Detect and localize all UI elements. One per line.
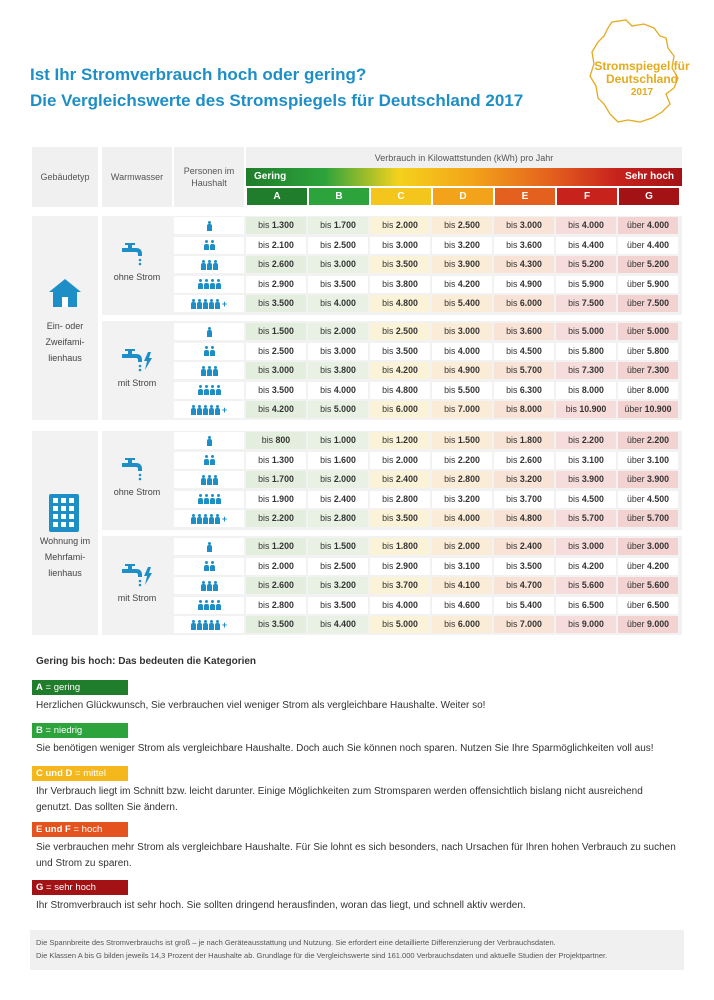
value-cell-a: bis 4.200 [246,401,306,418]
category-description: Sie benötigen weniger Strom als vergleichbare Haushalte. Doch auch Sie können noch sparen. Nutzen Sie Ihre Sparmöglichkeiten voll aus! [36,743,654,754]
value-cell-e: bis 3.200 [494,471,554,488]
faucet-lightning-icon [116,563,156,592]
value-cell-c: bis 2.000 [370,217,430,234]
class-header-d: D [433,188,493,205]
value-cell-f: bis 3.000 [556,538,616,555]
persons-icon [174,343,244,360]
value-cell-g: über 4.400 [618,237,678,254]
value-cell-f: bis 5.800 [556,343,616,360]
value-cell-f: bis 4.000 [556,217,616,234]
footnote-line-1: Die Spannbreite des Stromverbrauchs ist groß – je nach Geräteausstattung und Nutzung. Sie erfordert eine detaillierte Differenzierung der Verbrauchsdaten. [36,938,556,947]
category-description: Ihr Verbrauch liegt im Schnitt bzw. leicht darunter. Einige Möglichkeiten zum Stromsparen werden offensichtlich bislang nicht ausreichend genutzt. Das sollten Sie ändern. [36,786,643,813]
header-warmwasser-cell [102,147,172,207]
value-cell-c: bis 1.200 [370,432,430,449]
value-cell-b: bis 2.000 [308,323,368,340]
value-cell-d: bis 4.600 [432,597,492,614]
value-cell-g: über 5.600 [618,577,678,594]
value-cell-g: über 10.900 [618,401,678,418]
scale-label-gering: Gering [254,171,287,182]
value-cell-b: bis 2.500 [308,558,368,575]
value-cell-a: bis 2.100 [246,237,306,254]
legend-title: Gering bis hoch: Das bedeuten die Kategorien [36,656,257,667]
value-cell-g: über 5.000 [618,323,678,340]
value-cell-g: über 8.000 [618,382,678,399]
footnote-line-2: Die Klassen A bis G bilden jeweils 14,3 Prozent der Haushalte ab. Grundlage für die Vergleichswerte sind 161.000 Verbrauchsdaten und aktuelle Studien der Projektpartner. [36,951,608,960]
value-cell-g: über 5.800 [618,343,678,360]
persons-icon [174,276,244,293]
value-cell-a: bis 2.000 [246,558,306,575]
value-cell-b: bis 1.700 [308,217,368,234]
value-cell-b: bis 4.400 [308,616,368,633]
value-cell-d: bis 3.000 [432,323,492,340]
footnote [30,930,684,970]
value-cell-c: bis 3.500 [370,256,430,273]
value-cell-e: bis 3.700 [494,491,554,508]
value-cell-b: bis 4.000 [308,382,368,399]
value-cell-e: bis 8.000 [494,401,554,418]
value-cell-d: bis 2.000 [432,538,492,555]
apartment-building-icon [48,493,80,536]
warmwasser-label: ohne Strom [113,487,161,497]
value-cell-a: bis 2.900 [246,276,306,293]
value-cell-g: über 6.500 [618,597,678,614]
persons-icon: + [174,510,244,527]
persons-icon [174,558,244,575]
value-cell-e: bis 5.400 [494,597,554,614]
value-cell-e: bis 2.400 [494,538,554,555]
warmwasser-label: mit Strom [117,378,157,388]
value-cell-g: über 4.500 [618,491,678,508]
value-cell-e: bis 2.600 [494,452,554,469]
value-cell-d: bis 3.900 [432,256,492,273]
value-cell-g: über 3.100 [618,452,678,469]
value-cell-c: bis 1.800 [370,538,430,555]
value-cell-e: bis 4.900 [494,276,554,293]
class-header-g: G [619,188,679,205]
warmwasser-label: mit Strom [117,593,157,603]
persons-icon [174,382,244,399]
faucet-lightning-icon [116,348,156,377]
value-cell-f: bis 3.900 [556,471,616,488]
value-cell-f: bis 3.100 [556,452,616,469]
class-header-b: B [309,188,369,205]
value-cell-e: bis 5.700 [494,362,554,379]
category-description: Ihr Stromverbrauch ist sehr hoch. Sie sollten dringend herausfinden, woran das liegt, und schnell aktiv werden. [36,900,526,911]
scale-label-sehr-hoch: Sehr hoch [625,171,674,182]
value-cell-f: bis 4.400 [556,237,616,254]
building-type-label-line: Ein- oder [46,321,84,331]
value-cell-a: bis 2.200 [246,510,306,527]
value-cell-a: bis 1.300 [246,452,306,469]
value-cell-f: bis 4.200 [556,558,616,575]
value-cell-c: bis 4.200 [370,362,430,379]
logo-line-3: 2017 [630,87,654,98]
value-cell-d: bis 5.500 [432,382,492,399]
category-description: Herzlichen Glückwunsch, Sie verbrauchen viel weniger Strom als vergleichbare Haushalte. Weiter so! [36,700,486,711]
persons-icon: + [174,616,244,633]
value-cell-b: bis 1.500 [308,538,368,555]
logo-line-2: Deutschland [605,72,678,86]
value-cell-b: bis 2.400 [308,491,368,508]
value-cell-b: bis 1.600 [308,452,368,469]
value-cell-b: bis 3.500 [308,276,368,293]
class-header-c: C [371,188,431,205]
value-cell-d: bis 2.200 [432,452,492,469]
value-cell-c: bis 5.000 [370,616,430,633]
value-cell-a: bis 2.800 [246,597,306,614]
value-cell-b: bis 3.800 [308,362,368,379]
value-cell-f: bis 8.000 [556,382,616,399]
value-cell-e: bis 4.700 [494,577,554,594]
persons-icon [174,362,244,379]
value-cell-a: bis 3.000 [246,362,306,379]
header-verbrauch-cell [246,147,682,168]
value-cell-c: bis 3.800 [370,276,430,293]
value-cell-b: bis 2.500 [308,237,368,254]
building-type-label-line: lienhaus [48,568,82,578]
persons-icon [174,491,244,508]
value-cell-d: bis 3.100 [432,558,492,575]
value-cell-f: bis 5.600 [556,577,616,594]
category-badge: E und F = hoch [32,822,128,837]
value-cell-c: bis 2.500 [370,323,430,340]
value-cell-f: bis 5.000 [556,323,616,340]
value-cell-b: bis 5.000 [308,401,368,418]
value-cell-a: bis 2.600 [246,256,306,273]
value-cell-a: bis 800 [246,432,306,449]
value-cell-d: bis 2.800 [432,471,492,488]
value-cell-e: bis 4.800 [494,510,554,527]
value-cell-a: bis 2.600 [246,577,306,594]
value-cell-a: bis 3.500 [246,382,306,399]
value-cell-f: bis 10.900 [556,401,616,418]
value-cell-c: bis 6.000 [370,401,430,418]
header-gebaeudetyp-cell [32,147,98,207]
category-badge: C und D = mittel [32,766,128,781]
value-cell-c: bis 4.800 [370,382,430,399]
value-cell-f: bis 5.200 [556,256,616,273]
value-cell-d: bis 6.000 [432,616,492,633]
building-type-label [32,533,98,581]
value-cell-g: über 2.200 [618,432,678,449]
value-cell-b: bis 2.000 [308,471,368,488]
value-cell-f: bis 6.500 [556,597,616,614]
category-badge: G = sehr hoch [32,880,128,895]
value-cell-b: bis 2.800 [308,510,368,527]
building-type-label-line: lienhaus [48,353,82,363]
value-cell-g: über 4.200 [618,558,678,575]
value-cell-c: bis 3.700 [370,577,430,594]
persons-icon [174,432,244,449]
logo-line-1: Stromspiegel für [594,59,690,73]
logo-text [594,60,690,99]
value-cell-g: über 5.900 [618,276,678,293]
value-cell-a: bis 1.900 [246,491,306,508]
value-cell-d: bis 4.000 [432,510,492,527]
value-cell-e: bis 3.600 [494,237,554,254]
class-header-a: A [247,188,307,205]
value-cell-d: bis 5.400 [432,295,492,312]
value-cell-e: bis 1.800 [494,432,554,449]
value-cell-e: bis 4.500 [494,343,554,360]
value-cell-g: über 9.000 [618,616,678,633]
consumption-scale-bar [246,168,682,186]
header-personen-cell [174,147,244,207]
group-separator [102,530,682,536]
value-cell-d: bis 4.100 [432,577,492,594]
persons-icon [174,452,244,469]
faucet-icon [116,457,156,486]
value-cell-f: bis 9.000 [556,616,616,633]
persons-icon [174,597,244,614]
building-type-label [32,318,98,366]
value-cell-c: bis 2.000 [370,452,430,469]
value-cell-f: bis 5.900 [556,276,616,293]
value-cell-b: bis 3.000 [308,343,368,360]
value-cell-d: bis 4.200 [432,276,492,293]
value-cell-f: bis 4.500 [556,491,616,508]
value-cell-c: bis 2.900 [370,558,430,575]
value-cell-a: bis 1.700 [246,471,306,488]
faucet-icon [116,242,156,271]
value-cell-d: bis 4.000 [432,343,492,360]
value-cell-c: bis 4.800 [370,295,430,312]
value-cell-b: bis 4.000 [308,295,368,312]
value-cell-d: bis 3.200 [432,491,492,508]
value-cell-c: bis 3.500 [370,510,430,527]
value-cell-b: bis 3.500 [308,597,368,614]
value-cell-b: bis 3.000 [308,256,368,273]
value-cell-c: bis 3.500 [370,343,430,360]
title-line-1: Ist Ihr Stromverbrauch hoch oder gering? [30,65,367,84]
value-cell-e: bis 4.300 [494,256,554,273]
building-type-label-line: Wohnung im [39,536,91,546]
legend [36,656,686,911]
value-cell-d: bis 7.000 [432,401,492,418]
building-block [32,431,682,635]
building-type-label-line: Mehrfami- [44,552,86,562]
value-cell-g: über 5.200 [618,256,678,273]
persons-icon [174,237,244,254]
value-cell-c: bis 2.400 [370,471,430,488]
value-cell-d: bis 3.200 [432,237,492,254]
value-cell-e: bis 3.600 [494,323,554,340]
value-cell-d: bis 1.500 [432,432,492,449]
value-cell-g: über 3.000 [618,538,678,555]
page-title [30,62,523,114]
value-cell-g: über 4.000 [618,217,678,234]
persons-icon: + [174,401,244,418]
value-cell-e: bis 6.000 [494,295,554,312]
building-type-label-line: Zweifami- [45,337,85,347]
value-cell-f: bis 7.300 [556,362,616,379]
value-cell-b: bis 3.200 [308,577,368,594]
value-cell-a: bis 2.500 [246,343,306,360]
persons-icon [174,538,244,555]
value-cell-d: bis 4.900 [432,362,492,379]
group-separator [102,315,682,321]
class-header-f: F [557,188,617,205]
value-cell-a: bis 1.300 [246,217,306,234]
value-cell-a: bis 3.500 [246,295,306,312]
persons-icon [174,217,244,234]
persons-icon [174,323,244,340]
category-badge: A = gering [32,680,128,695]
value-cell-a: bis 1.500 [246,323,306,340]
value-cell-a: bis 3.500 [246,616,306,633]
building-block [32,216,682,420]
value-cell-a: bis 1.200 [246,538,306,555]
value-cell-c: bis 4.000 [370,597,430,614]
value-cell-d: bis 2.500 [432,217,492,234]
value-cell-g: über 7.500 [618,295,678,312]
value-cell-f: bis 5.700 [556,510,616,527]
category-description: Sie verbrauchen mehr Strom als vergleichbare Haushalte. Für Sie lohnt es sich besonders, nach Ursachen für Ihren hohen Verbrauch zu suchen und Strom zu sparen. [36,842,676,869]
value-cell-g: über 5.700 [618,510,678,527]
value-cell-e: bis 3.500 [494,558,554,575]
value-cell-e: bis 7.000 [494,616,554,633]
value-cell-c: bis 2.800 [370,491,430,508]
value-cell-f: bis 7.500 [556,295,616,312]
header-personen: Personen im Haushalt [183,166,235,188]
value-cell-e: bis 3.000 [494,217,554,234]
value-cell-c: bis 3.000 [370,237,430,254]
header-warmwasser: Warmwasser [110,172,164,182]
value-cell-b: bis 1.000 [308,432,368,449]
persons-icon [174,471,244,488]
house-icon [48,278,82,311]
persons-icon [174,577,244,594]
class-header-e: E [495,188,555,205]
header-verbrauch: Verbrauch in Kilowattstunden (kWh) pro Jahr [374,153,554,163]
value-cell-g: über 3.900 [618,471,678,488]
header-gebaeudetyp: Gebäudetyp [40,172,90,182]
warmwasser-label: ohne Strom [113,272,161,282]
category-badge: B = niedrig [32,723,128,738]
persons-icon [174,256,244,273]
value-cell-e: bis 6.300 [494,382,554,399]
value-cell-f: bis 2.200 [556,432,616,449]
value-cell-g: über 7.300 [618,362,678,379]
persons-icon: + [174,295,244,312]
title-line-2: Die Vergleichswerte des Stromspiegels für Deutschland 2017 [30,91,524,110]
